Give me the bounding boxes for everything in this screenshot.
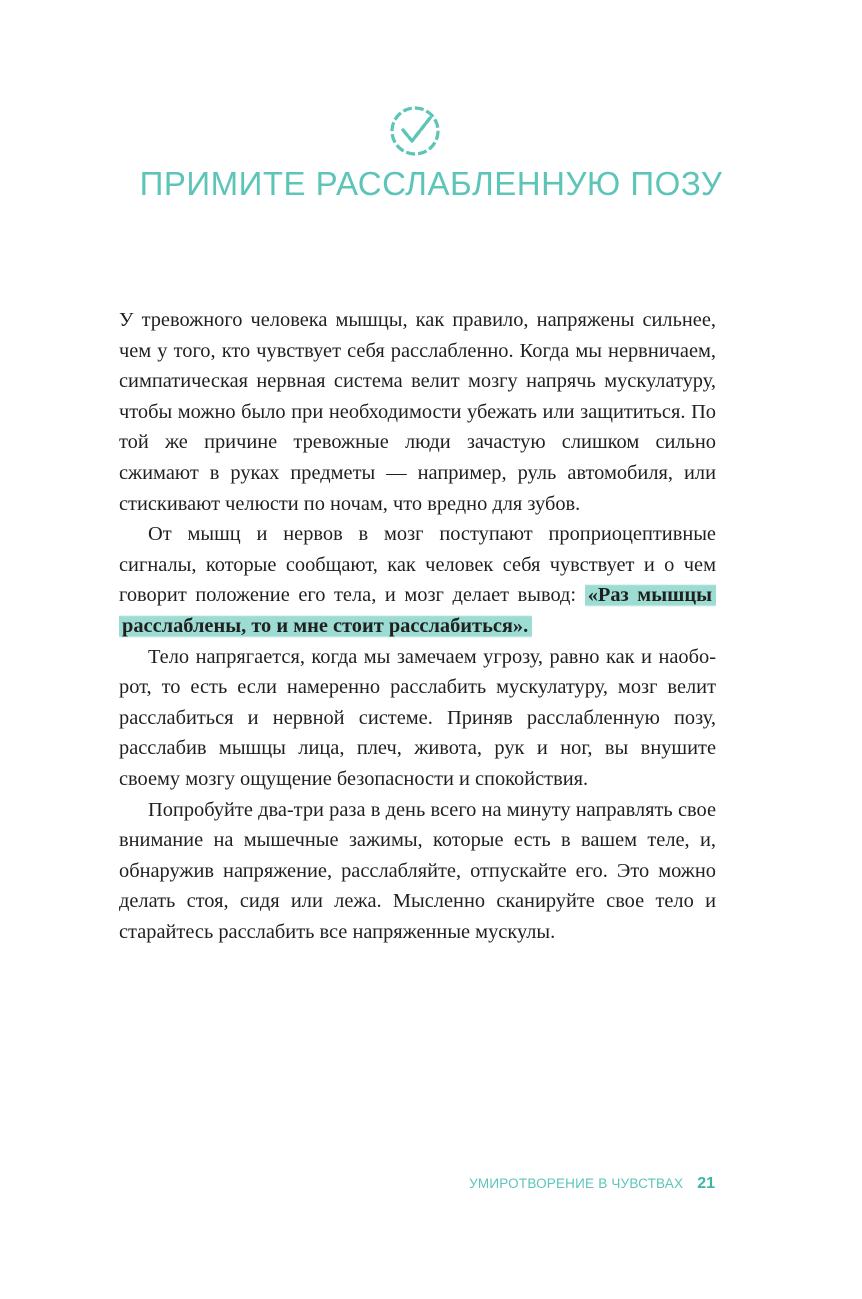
- page-footer: [430, 1175, 715, 1193]
- checkmark-circle-icon: [388, 104, 442, 158]
- page-number: 21: [697, 1175, 715, 1192]
- paragraph-4: Попробуйте два-три раза в день всего на минуту направлять свое внимание на мышечные зажимы, которые есть в вашем теле, и, обнаружив напряжение, расслабляйте, отпускайте его. Это можно делать стоя, сидя или лежа. Мысленно сканируйте свое тело и старайтесь расслабить все напряженные мускулы.: [119, 798, 716, 943]
- paragraph-1: У тревожного человека мышцы, как правило, напряжены сильнее, чем у того, кто чувствует себя расслабленно. Когда мы нервничаем, симпатическая нервная система велит мозгу напрячь мускулатуру, чтобы можно было при необходимости убежать или защититься. По той же причине тревожные люди зачастую слишком сильно сжимают в руках предметы — например, руль автомобиля, или стискивают челюсти по ночам, что вредно для зубов.: [119, 309, 716, 515]
- body-text: [119, 305, 716, 947]
- page-title: ПРИМИТЕ РАССЛАБЛЕННУЮ ПОЗУ: [139, 165, 723, 202]
- running-footer-title: УМИРОТВОРЕНИЕ В ЧУВСТВАХ: [469, 1176, 684, 1191]
- highlighted-quote: «Раз мышцы расслаблены, то и мне стоит расслабиться».: [119, 582, 716, 639]
- paragraph-2: [119, 519, 716, 641]
- paragraph-3: Тело напрягается, когда мы замечаем угрозу, равно как и наоборот, то есть если намеренно расслабить мускулатуру, мозг велит расслабиться и нервной системе. Приняв расслабленную позу, расслабив мышцы лица, плеч, живота, рук и ног, вы внушите своему мозгу ощущение безопасности и спокойствия.: [119, 645, 716, 790]
- paragraph-2-text: От мышц и нервов в мозг поступают проприоцептивные сигналы, которые сообщают, как человек себя чувствует и о чем говорит положение его тела, и мозг делает вывод:: [119, 523, 716, 607]
